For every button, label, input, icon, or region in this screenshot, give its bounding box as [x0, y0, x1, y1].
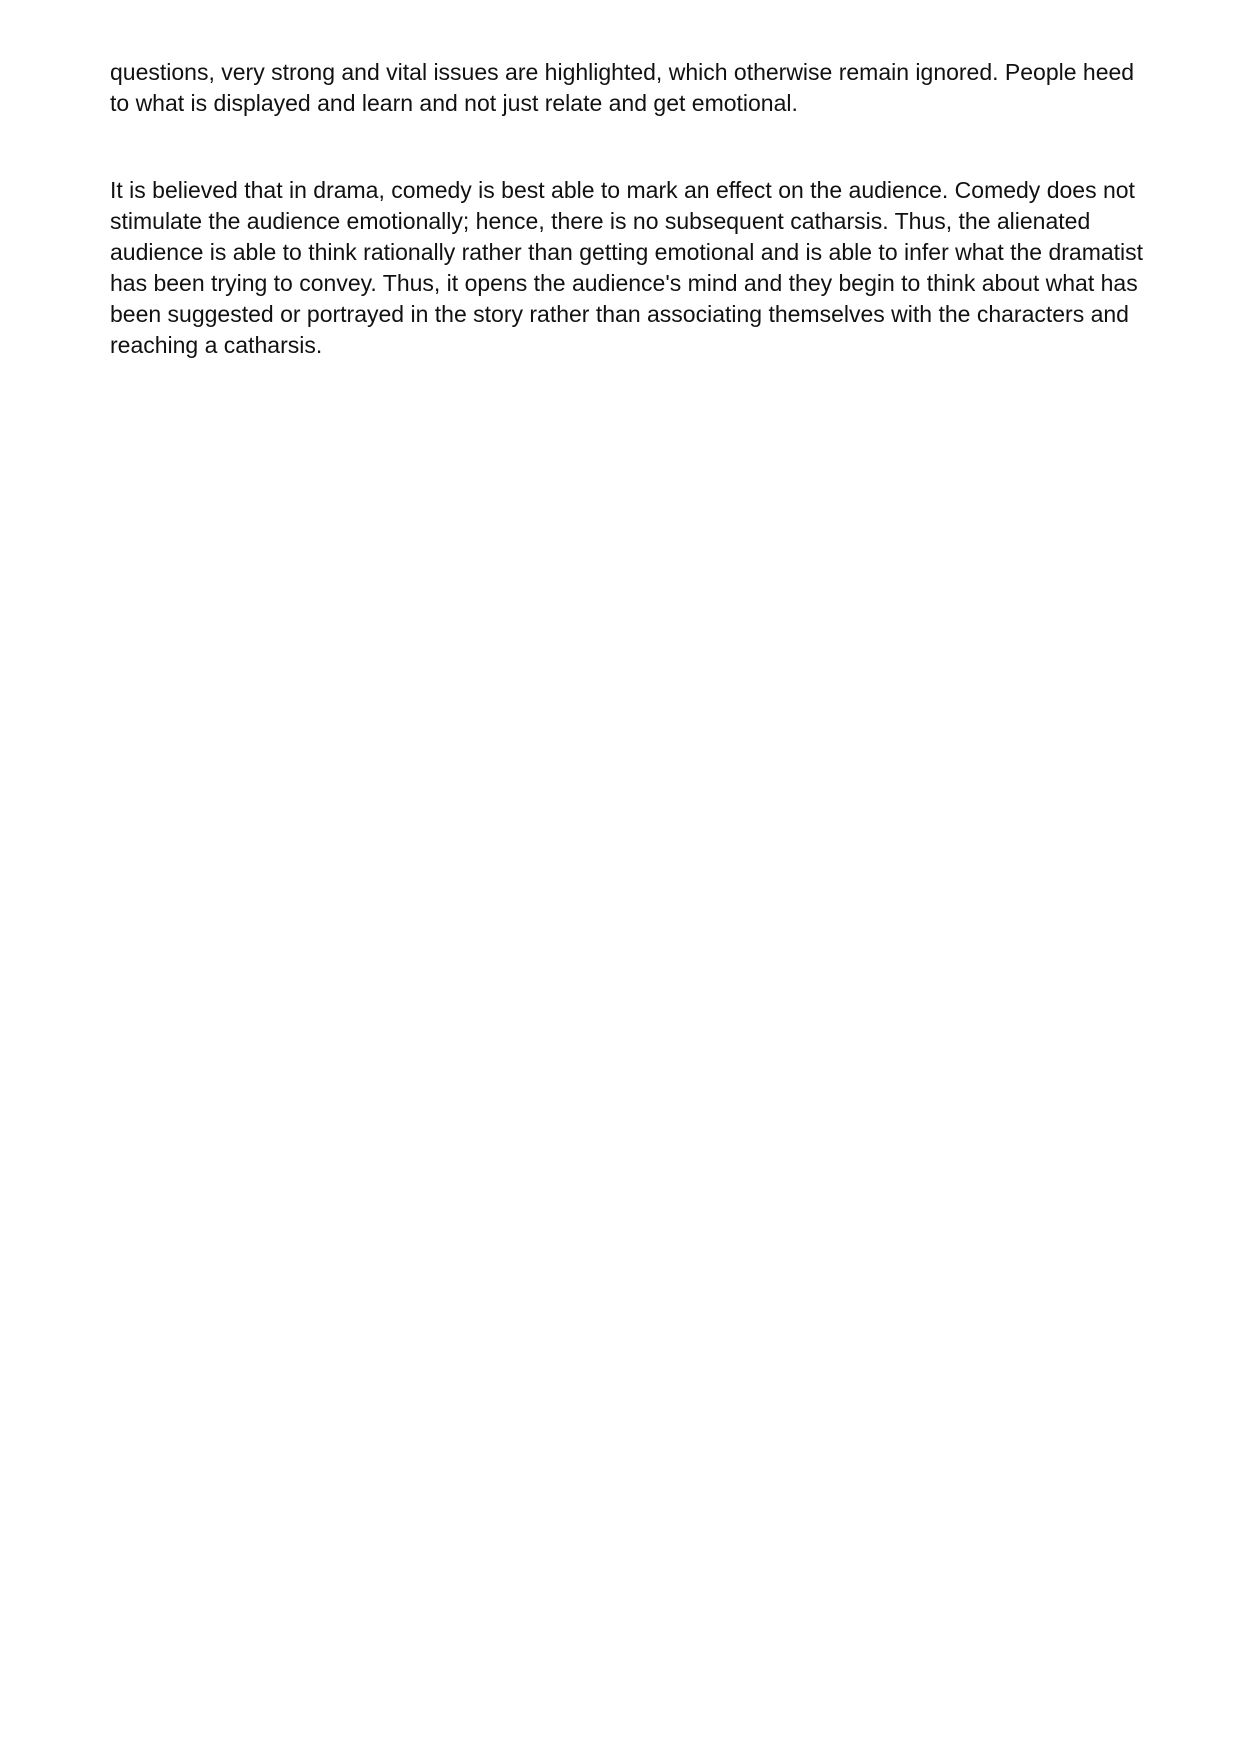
- paragraph: [110, 57, 1170, 119]
- text-line: reaching a catharsis.: [110, 332, 323, 358]
- text-line: questions, very strong and vital issues are highlighted, which otherwise remain ignored. People heed: [110, 59, 1135, 85]
- text-line: has been trying to convey. Thus, it opens the audience's mind and they begin to think about what has: [110, 270, 1138, 296]
- text-line: audience is able to think rationally rather than getting emotional and is able to infer what the dramatist: [110, 239, 1144, 265]
- text-line: to what is displayed and learn and not just relate and get emotional.: [110, 90, 798, 116]
- paragraph: [110, 175, 1170, 361]
- text-line: stimulate the audience emotionally; hence, there is no subsequent catharsis. Thus, the alienated: [110, 208, 1091, 234]
- text-line: It is believed that in drama, comedy is best able to mark an effect on the audience. Comedy does not: [110, 177, 1135, 203]
- text-line: been suggested or portrayed in the story rather than associating themselves with the characters and: [110, 301, 1129, 327]
